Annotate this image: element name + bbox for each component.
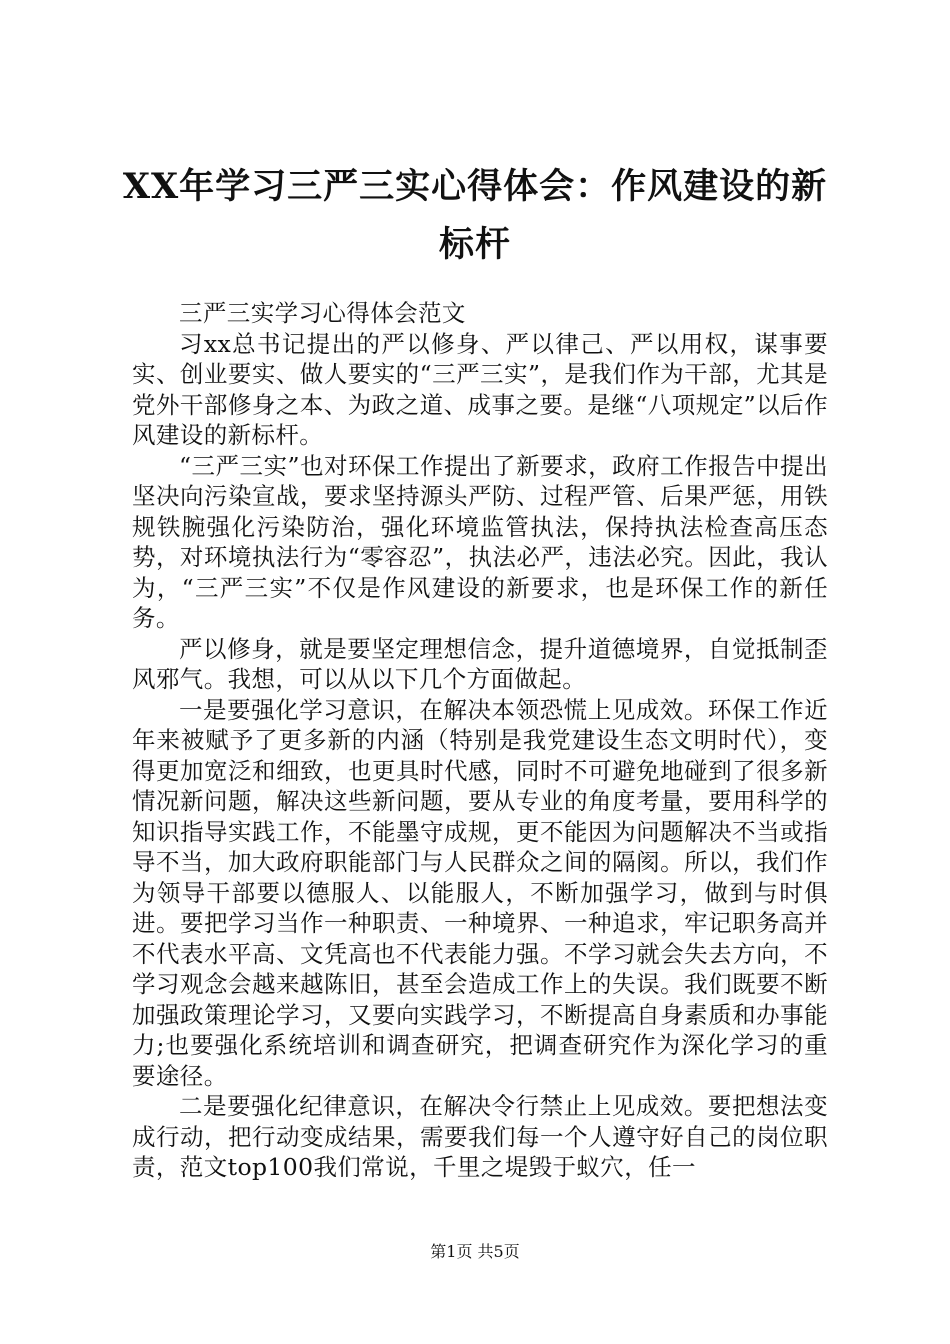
paragraph-point-two: 二是要强化纪律意识，在解决令行禁止上见成效。要把想法变成行动，把行动变成结果，需要我们每一个人遵守好自己的岗位职责，范文top100我们常说，千里之堤毁于蚁穴，任一 bbox=[132, 1092, 828, 1181]
paragraph-environmental-work: “三严三实”也对环保工作提出了新要求，政府工作报告中提出坚决向污染宣战，要求坚持源头严防、过程严管、后果严惩，用铁规铁腕强化污染防治，强化环境监管执法，保持执法检查高压态势，对环境执法行为“零容忍”，执法必严，违法必究。因此，我认为，“三严三实”不仅是作风建设的新要求，也是环保工作的新任务。 bbox=[132, 451, 828, 632]
paragraph-point-one: 一是要强化学习意识，在解决本领恐慌上见成效。环保工作近年来被赋予了更多新的内涵（特别是我党建设生态文明时代），变得更加宽泛和细致，也更具时代感，同时不可避免地碰到了很多新情况新问题，解决这些新问题，要从专业的角度考量，要用科学的知识指导实践工作，不能墨守成规，更不能因为问题解决不当或指导不当，加大政府职能部门与人民群众之间的隔阂。所以，我们作为领导干部要以德服人、以能服人，不断加强学习，做到与时俱进。要把学习当作一种职责、一种境界、一种追求，牢记职务高并不代表水平高、文凭高也不代表能力强。不学习就会失去方向，不学习观念会越来越陈旧，甚至会造成工作上的失误。我们既要不断加强政策理论学习，又要向实践学习，不断提高自身素质和办事能力;也要强化系统培训和调查研究，把调查研究作为深化学习的重要途径。 bbox=[132, 695, 828, 1090]
paragraph-self-cultivation: 严以修身，就是要坚定理想信念，提升道德境界，自觉抵制歪风邪气。我想，可以从以下几个方面做起。 bbox=[132, 634, 828, 693]
page-number-footer: 第1页 共5页 bbox=[430, 1242, 520, 1261]
document-body bbox=[132, 298, 828, 1183]
paragraph-intro: 习xx总书记提出的严以修身、严以律己、严以用权，谋事要实、创业要实、做人要实的“三严三实”，是我们作为干部，尤其是党外干部修身之本、为政之道、成事之要。是继“八项规定”以后作风建设的新标杆。 bbox=[132, 329, 828, 449]
paragraph-subtitle: 三严三实学习心得体会范文 bbox=[179, 299, 466, 327]
document-title: XX年学习三严三实心得体会：作风建设的新标杆 bbox=[122, 166, 828, 265]
